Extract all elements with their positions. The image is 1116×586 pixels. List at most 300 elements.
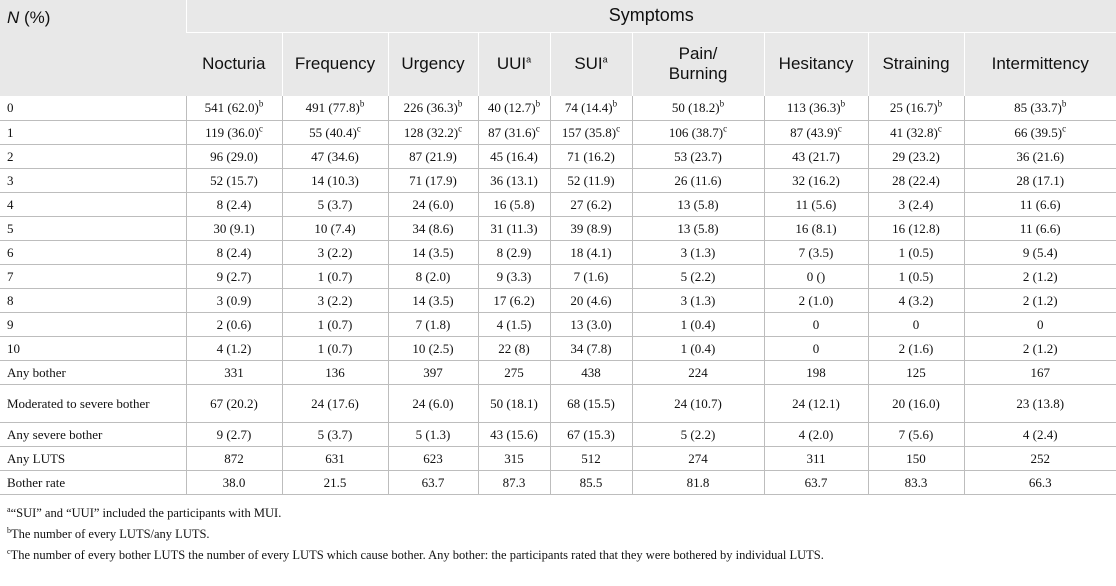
table-cell: [186, 192, 282, 216]
table-cell: [964, 422, 1116, 446]
table-cell: [964, 360, 1116, 384]
cell-value: 7 (1.8): [415, 316, 451, 332]
cell-value: 315: [504, 450, 524, 466]
cell-value: 4 (1.2): [216, 340, 252, 356]
cell-value: 150: [906, 450, 926, 466]
table-cell: [868, 264, 964, 288]
footnote-marker: b: [1061, 98, 1067, 109]
cell-value: 541 (62.0): [204, 100, 259, 116]
table-cell: [764, 446, 868, 470]
table-row: [0, 422, 1116, 446]
table-cell: [282, 240, 388, 264]
table-cell: [282, 360, 388, 384]
table-row: [0, 312, 1116, 336]
table-cell: [388, 422, 478, 446]
cell-value: 7 (5.6): [898, 426, 934, 442]
column-header-label: Nocturia: [202, 54, 266, 74]
cell-value: 10 (2.5): [412, 340, 454, 356]
column-header-label: Frequency: [294, 54, 376, 74]
table-cell: [632, 96, 764, 120]
cell-value: 14 (3.5): [412, 244, 454, 260]
table-cell: [550, 96, 632, 120]
table-cell: [868, 240, 964, 264]
cell-value: 63.7: [804, 474, 828, 490]
table-cell: [388, 192, 478, 216]
cell-value: 5 (3.7): [317, 426, 353, 442]
table-cell: [550, 360, 632, 384]
cell-value: 25 (16.7): [889, 100, 938, 116]
table-cell: [550, 312, 632, 336]
table-cell: [282, 288, 388, 312]
cell-value: 83.3: [904, 474, 928, 490]
cell-value: 66.3: [1028, 474, 1052, 490]
footnote-marker: c: [7, 546, 11, 556]
table-cell: [632, 192, 764, 216]
table-cell: [282, 192, 388, 216]
table-cell: [186, 288, 282, 312]
cell-value: 17 (6.2): [493, 292, 535, 308]
table-header: [0, 0, 1116, 96]
cell-value: 9 (3.3): [496, 268, 532, 284]
cell-value: 274: [688, 450, 708, 466]
cell-value: 4 (2.0): [798, 426, 834, 442]
footnote-marker: b: [7, 525, 11, 535]
cell-value: 119 (36.0): [205, 124, 259, 140]
cell-value: 29 (23.2): [892, 148, 940, 164]
row-label: 3: [0, 168, 186, 192]
footnote-marker: c: [723, 123, 728, 134]
footnote-text: The number of every LUTS/any LUTS.: [11, 527, 210, 541]
cell-value: 631: [325, 450, 345, 466]
table-cell: [868, 336, 964, 360]
cell-value: 157 (35.8): [561, 124, 617, 140]
symptoms-group-header: Symptoms: [186, 0, 1116, 32]
cell-value: 11 (5.6): [795, 196, 837, 212]
footnote-marker: b: [719, 98, 725, 109]
table-cell: [868, 96, 964, 120]
table-cell: [282, 446, 388, 470]
cell-value: 4 (1.5): [496, 316, 532, 332]
cell-value: 1 (0.7): [317, 268, 353, 284]
table-cell: [388, 216, 478, 240]
cell-value: 66 (39.5): [1014, 124, 1063, 140]
cell-value: 2 (1.6): [898, 340, 934, 356]
table-cell: [964, 120, 1116, 144]
table-cell: [868, 470, 964, 494]
cell-value: 34 (8.6): [412, 220, 454, 236]
footnote-marker: a: [7, 504, 11, 514]
cell-value: 55 (40.4): [309, 124, 357, 140]
column-header: [186, 32, 282, 96]
table-cell: [388, 240, 478, 264]
row-label: Any severe bother: [0, 422, 186, 446]
column-header-label: Burning: [668, 64, 728, 84]
footnote-marker: b: [535, 98, 541, 109]
cell-value: 87.3: [502, 474, 526, 490]
table-row: [0, 144, 1116, 168]
table-cell: [764, 192, 868, 216]
row-label: 8: [0, 288, 186, 312]
cell-value: 16 (12.8): [892, 220, 940, 236]
table-cell: [282, 168, 388, 192]
row-label: 5: [0, 216, 186, 240]
cell-value: 4 (2.4): [1022, 426, 1058, 442]
cell-value: 512: [581, 450, 601, 466]
table-cell: [764, 144, 868, 168]
cell-value: 0: [912, 316, 920, 332]
cell-value: 2 (1.2): [1022, 292, 1058, 308]
cell-value: 31 (11.3): [490, 220, 538, 236]
table-cell: [764, 264, 868, 288]
table-cell: [964, 144, 1116, 168]
footnote-marker: b: [937, 98, 943, 109]
cell-value: 13 (5.8): [677, 220, 719, 236]
table-cell: [388, 312, 478, 336]
table-row: [0, 384, 1116, 422]
footnote-marker: c: [1062, 123, 1067, 134]
table-cell: [964, 192, 1116, 216]
cell-value: 28 (22.4): [892, 172, 940, 188]
table-cell: [632, 120, 764, 144]
cell-value: 13 (5.8): [677, 196, 719, 212]
table-cell: [764, 240, 868, 264]
table-cell: [764, 360, 868, 384]
table-cell: [868, 192, 964, 216]
table-cell: [550, 120, 632, 144]
table-cell: [478, 446, 550, 470]
table-cell: [868, 384, 964, 422]
cell-value: 85 (33.7): [1014, 100, 1062, 116]
table-cell: [388, 336, 478, 360]
row-label: 2: [0, 144, 186, 168]
table-cell: [282, 144, 388, 168]
table-cell: [632, 446, 764, 470]
cell-value: 32 (16.2): [792, 172, 840, 188]
table-row: [0, 470, 1116, 494]
table-cell: [764, 216, 868, 240]
footnote-marker: c: [937, 123, 942, 134]
table-cell: [388, 384, 478, 422]
cell-value: 1 (0.5): [898, 268, 934, 284]
cell-value: 40 (12.7): [487, 100, 536, 116]
cell-value: 11 (6.6): [1019, 220, 1061, 236]
column-header-label: Urgency: [401, 54, 465, 74]
cell-value: 20 (16.0): [892, 395, 940, 411]
table-cell: [550, 168, 632, 192]
cell-value: 87 (21.9): [409, 148, 457, 164]
table-cell: [764, 384, 868, 422]
row-label: 9: [0, 312, 186, 336]
cell-value: 5 (1.3): [415, 426, 451, 442]
table-cell: [550, 336, 632, 360]
table-cell: [478, 288, 550, 312]
table-cell: [764, 312, 868, 336]
table-cell: [186, 336, 282, 360]
cell-value: 24 (10.7): [674, 395, 722, 411]
row-label: 7: [0, 264, 186, 288]
table-cell: [632, 384, 764, 422]
table-cell: [964, 168, 1116, 192]
footnote-marker: b: [258, 98, 264, 109]
cell-value: 16 (8.1): [795, 220, 837, 236]
table-cell: [550, 446, 632, 470]
table-cell: [388, 470, 478, 494]
footnote-marker: b: [612, 98, 618, 109]
cell-value: 30 (9.1): [213, 220, 255, 236]
cell-value: 224: [688, 364, 708, 380]
cell-value: 623: [423, 450, 443, 466]
table-cell: [186, 264, 282, 288]
table-cell: [478, 422, 550, 446]
cell-value: 43 (15.6): [490, 426, 538, 442]
table-cell: [478, 192, 550, 216]
table-cell: [478, 336, 550, 360]
table-cell: [550, 144, 632, 168]
cell-value: 36 (13.1): [490, 172, 538, 188]
cell-value: 8 (2.0): [415, 268, 451, 284]
row-label: Bother rate: [0, 470, 186, 494]
table-cell: [282, 422, 388, 446]
table-cell: [964, 312, 1116, 336]
cell-value: 63.7: [421, 474, 445, 490]
corner-header: N (%): [0, 0, 186, 96]
table-cell: [632, 422, 764, 446]
table-cell: [632, 240, 764, 264]
table-cell: [964, 288, 1116, 312]
table-row: [0, 96, 1116, 120]
cell-value: 74 (14.4): [564, 100, 613, 116]
table-cell: [868, 120, 964, 144]
footnote-marker: c: [458, 123, 463, 134]
cell-value: 113 (36.3): [786, 100, 841, 116]
cell-value: 10 (7.4): [314, 220, 356, 236]
cell-value: 14 (10.3): [311, 172, 359, 188]
footnote-line: [7, 527, 210, 542]
row-label: Any LUTS: [0, 446, 186, 470]
table-cell: [186, 144, 282, 168]
table-cell: [632, 336, 764, 360]
cell-value: 21.5: [323, 474, 347, 490]
cell-value: 9 (5.4): [1022, 244, 1058, 260]
footnote-line: [7, 548, 824, 563]
cell-value: 1 (0.5): [898, 244, 934, 260]
cell-value: 0 (): [806, 268, 826, 284]
table-cell: [632, 312, 764, 336]
table-cell: [550, 264, 632, 288]
table-row: [0, 120, 1116, 144]
column-header: [632, 32, 764, 96]
table-cell: [478, 96, 550, 120]
table-cell: [478, 264, 550, 288]
table-cell: [186, 96, 282, 120]
cell-value: 23 (13.8): [1016, 395, 1065, 411]
table-row: [0, 240, 1116, 264]
cell-value: 50 (18.2): [671, 100, 720, 116]
table-row: [0, 264, 1116, 288]
cell-value: 13 (3.0): [570, 316, 612, 332]
table-cell: [388, 144, 478, 168]
footnote-marker: a: [602, 54, 608, 65]
cell-value: 14 (3.5): [412, 292, 454, 308]
cell-value: 331: [224, 364, 244, 380]
row-label: 6: [0, 240, 186, 264]
table-cell: [282, 336, 388, 360]
cell-value: 39 (8.9): [570, 220, 612, 236]
cell-value: 71 (16.2): [567, 148, 615, 164]
table-cell: [388, 360, 478, 384]
table-cell: [868, 216, 964, 240]
column-header-label: Hesitancy: [778, 54, 854, 74]
cell-value: 3 (0.9): [216, 292, 252, 308]
cell-value: 3 (2.2): [317, 244, 353, 260]
cell-value: 3 (1.3): [680, 292, 716, 308]
table-cell: [632, 144, 764, 168]
cell-value: 8 (2.4): [216, 244, 252, 260]
cell-value: 0: [812, 340, 820, 356]
cell-value: 26 (11.6): [674, 172, 722, 188]
cell-value: 24 (6.0): [412, 395, 454, 411]
table-cell: [964, 240, 1116, 264]
cell-value: 2 (1.2): [1022, 340, 1058, 356]
table-cell: [282, 120, 388, 144]
table-cell: [964, 470, 1116, 494]
cell-value: 68 (15.5): [567, 395, 615, 411]
column-header: [550, 32, 632, 96]
cell-value: 226 (36.3): [403, 100, 458, 116]
cell-value: 275: [504, 364, 524, 380]
column-header: [964, 32, 1116, 96]
table-cell: [868, 168, 964, 192]
table-cell: [388, 288, 478, 312]
table-cell: [282, 384, 388, 422]
cell-value: 167: [1030, 364, 1051, 380]
table-row: [0, 216, 1116, 240]
column-header: [764, 32, 868, 96]
table-cell: [964, 96, 1116, 120]
table-cell: [186, 312, 282, 336]
table-cell: [388, 168, 478, 192]
cell-value: 0: [1037, 316, 1044, 332]
table-cell: [964, 216, 1116, 240]
table-cell: [550, 192, 632, 216]
cell-value: 24 (6.0): [412, 196, 454, 212]
cell-value: 4 (3.2): [898, 292, 934, 308]
cell-value: 81.8: [686, 474, 710, 490]
row-label: Any bother: [0, 360, 186, 384]
cell-value: 67 (15.3): [567, 426, 615, 442]
cell-value: 71 (17.9): [409, 172, 457, 188]
cell-value: 11 (6.6): [1019, 196, 1061, 212]
table-cell: [764, 470, 868, 494]
table-cell: [282, 470, 388, 494]
row-label: 1: [0, 120, 186, 144]
table-cell: [388, 446, 478, 470]
table-cell: [550, 216, 632, 240]
column-header: [388, 32, 478, 96]
table-cell: [550, 470, 632, 494]
table-cell: [632, 264, 764, 288]
table-cell: [186, 422, 282, 446]
table-cell: [478, 120, 550, 144]
cell-value: 20 (4.6): [570, 292, 612, 308]
footnote-marker: c: [616, 123, 621, 134]
footnote-marker: c: [258, 123, 263, 134]
table-cell: [868, 446, 964, 470]
footnote-text: “SUI” and “UUI” included the participants with MUI.: [10, 506, 282, 520]
table-cell: [478, 312, 550, 336]
cell-value: 52 (15.7): [210, 172, 258, 188]
table-cell: [186, 120, 282, 144]
footnote-marker: c: [356, 123, 361, 134]
cell-value: 5 (2.2): [680, 426, 716, 442]
table-cell: [964, 264, 1116, 288]
table-cell: [764, 422, 868, 446]
table-cell: [764, 168, 868, 192]
table-cell: [632, 288, 764, 312]
cell-value: 0: [812, 316, 820, 332]
cell-value: 1 (0.4): [680, 340, 716, 356]
cell-value: 106 (38.7): [668, 124, 724, 140]
table-cell: [186, 168, 282, 192]
table-row: [0, 168, 1116, 192]
table-cell: [186, 240, 282, 264]
row-label: Moderated to severe bother: [0, 384, 186, 422]
cell-value: 9 (2.7): [216, 426, 252, 442]
table-cell: [478, 360, 550, 384]
table-cell: [282, 264, 388, 288]
table-cell: [478, 144, 550, 168]
table-cell: [868, 360, 964, 384]
footnote-marker: b: [457, 98, 463, 109]
cell-value: 5 (3.7): [317, 196, 353, 212]
cell-value: 9 (2.7): [216, 268, 252, 284]
table-cell: [186, 446, 282, 470]
column-header-label: UUI: [496, 54, 527, 74]
table-cell: [550, 422, 632, 446]
cell-value: 5 (2.2): [680, 268, 716, 284]
table-row: [0, 446, 1116, 470]
footnote-text: The number of every bother LUTS the number of every LUTS which cause bother. Any bother: the participants rated that they were bothered by individual LUTS.: [10, 548, 824, 562]
cell-value: 8 (2.4): [216, 196, 252, 212]
cell-value: 47 (34.6): [311, 148, 359, 164]
cell-value: 41 (32.8): [890, 124, 938, 140]
column-header: [478, 32, 550, 96]
cell-value: 1 (0.7): [317, 340, 353, 356]
table-cell: [478, 168, 550, 192]
table-cell: [550, 288, 632, 312]
table-cell: [632, 168, 764, 192]
cell-value: 3 (1.3): [680, 244, 716, 260]
table-body: [0, 96, 1116, 494]
cell-value: 18 (4.1): [570, 244, 612, 260]
cell-value: 28 (17.1): [1016, 172, 1065, 188]
table-cell: [478, 240, 550, 264]
table-cell: [186, 470, 282, 494]
footnote-marker: a: [526, 54, 532, 65]
cell-value: 397: [423, 364, 443, 380]
cell-value: 1 (0.4): [680, 316, 716, 332]
row-label: 10: [0, 336, 186, 360]
table-cell: [282, 216, 388, 240]
cell-value: 128 (32.2): [403, 124, 459, 140]
footnote-marker: b: [840, 98, 846, 109]
table-cell: [868, 144, 964, 168]
cell-value: 198: [806, 364, 826, 380]
cell-value: 252: [1030, 450, 1051, 466]
column-header-label: Straining: [882, 54, 950, 74]
table-cell: [764, 288, 868, 312]
table-cell: [964, 336, 1116, 360]
